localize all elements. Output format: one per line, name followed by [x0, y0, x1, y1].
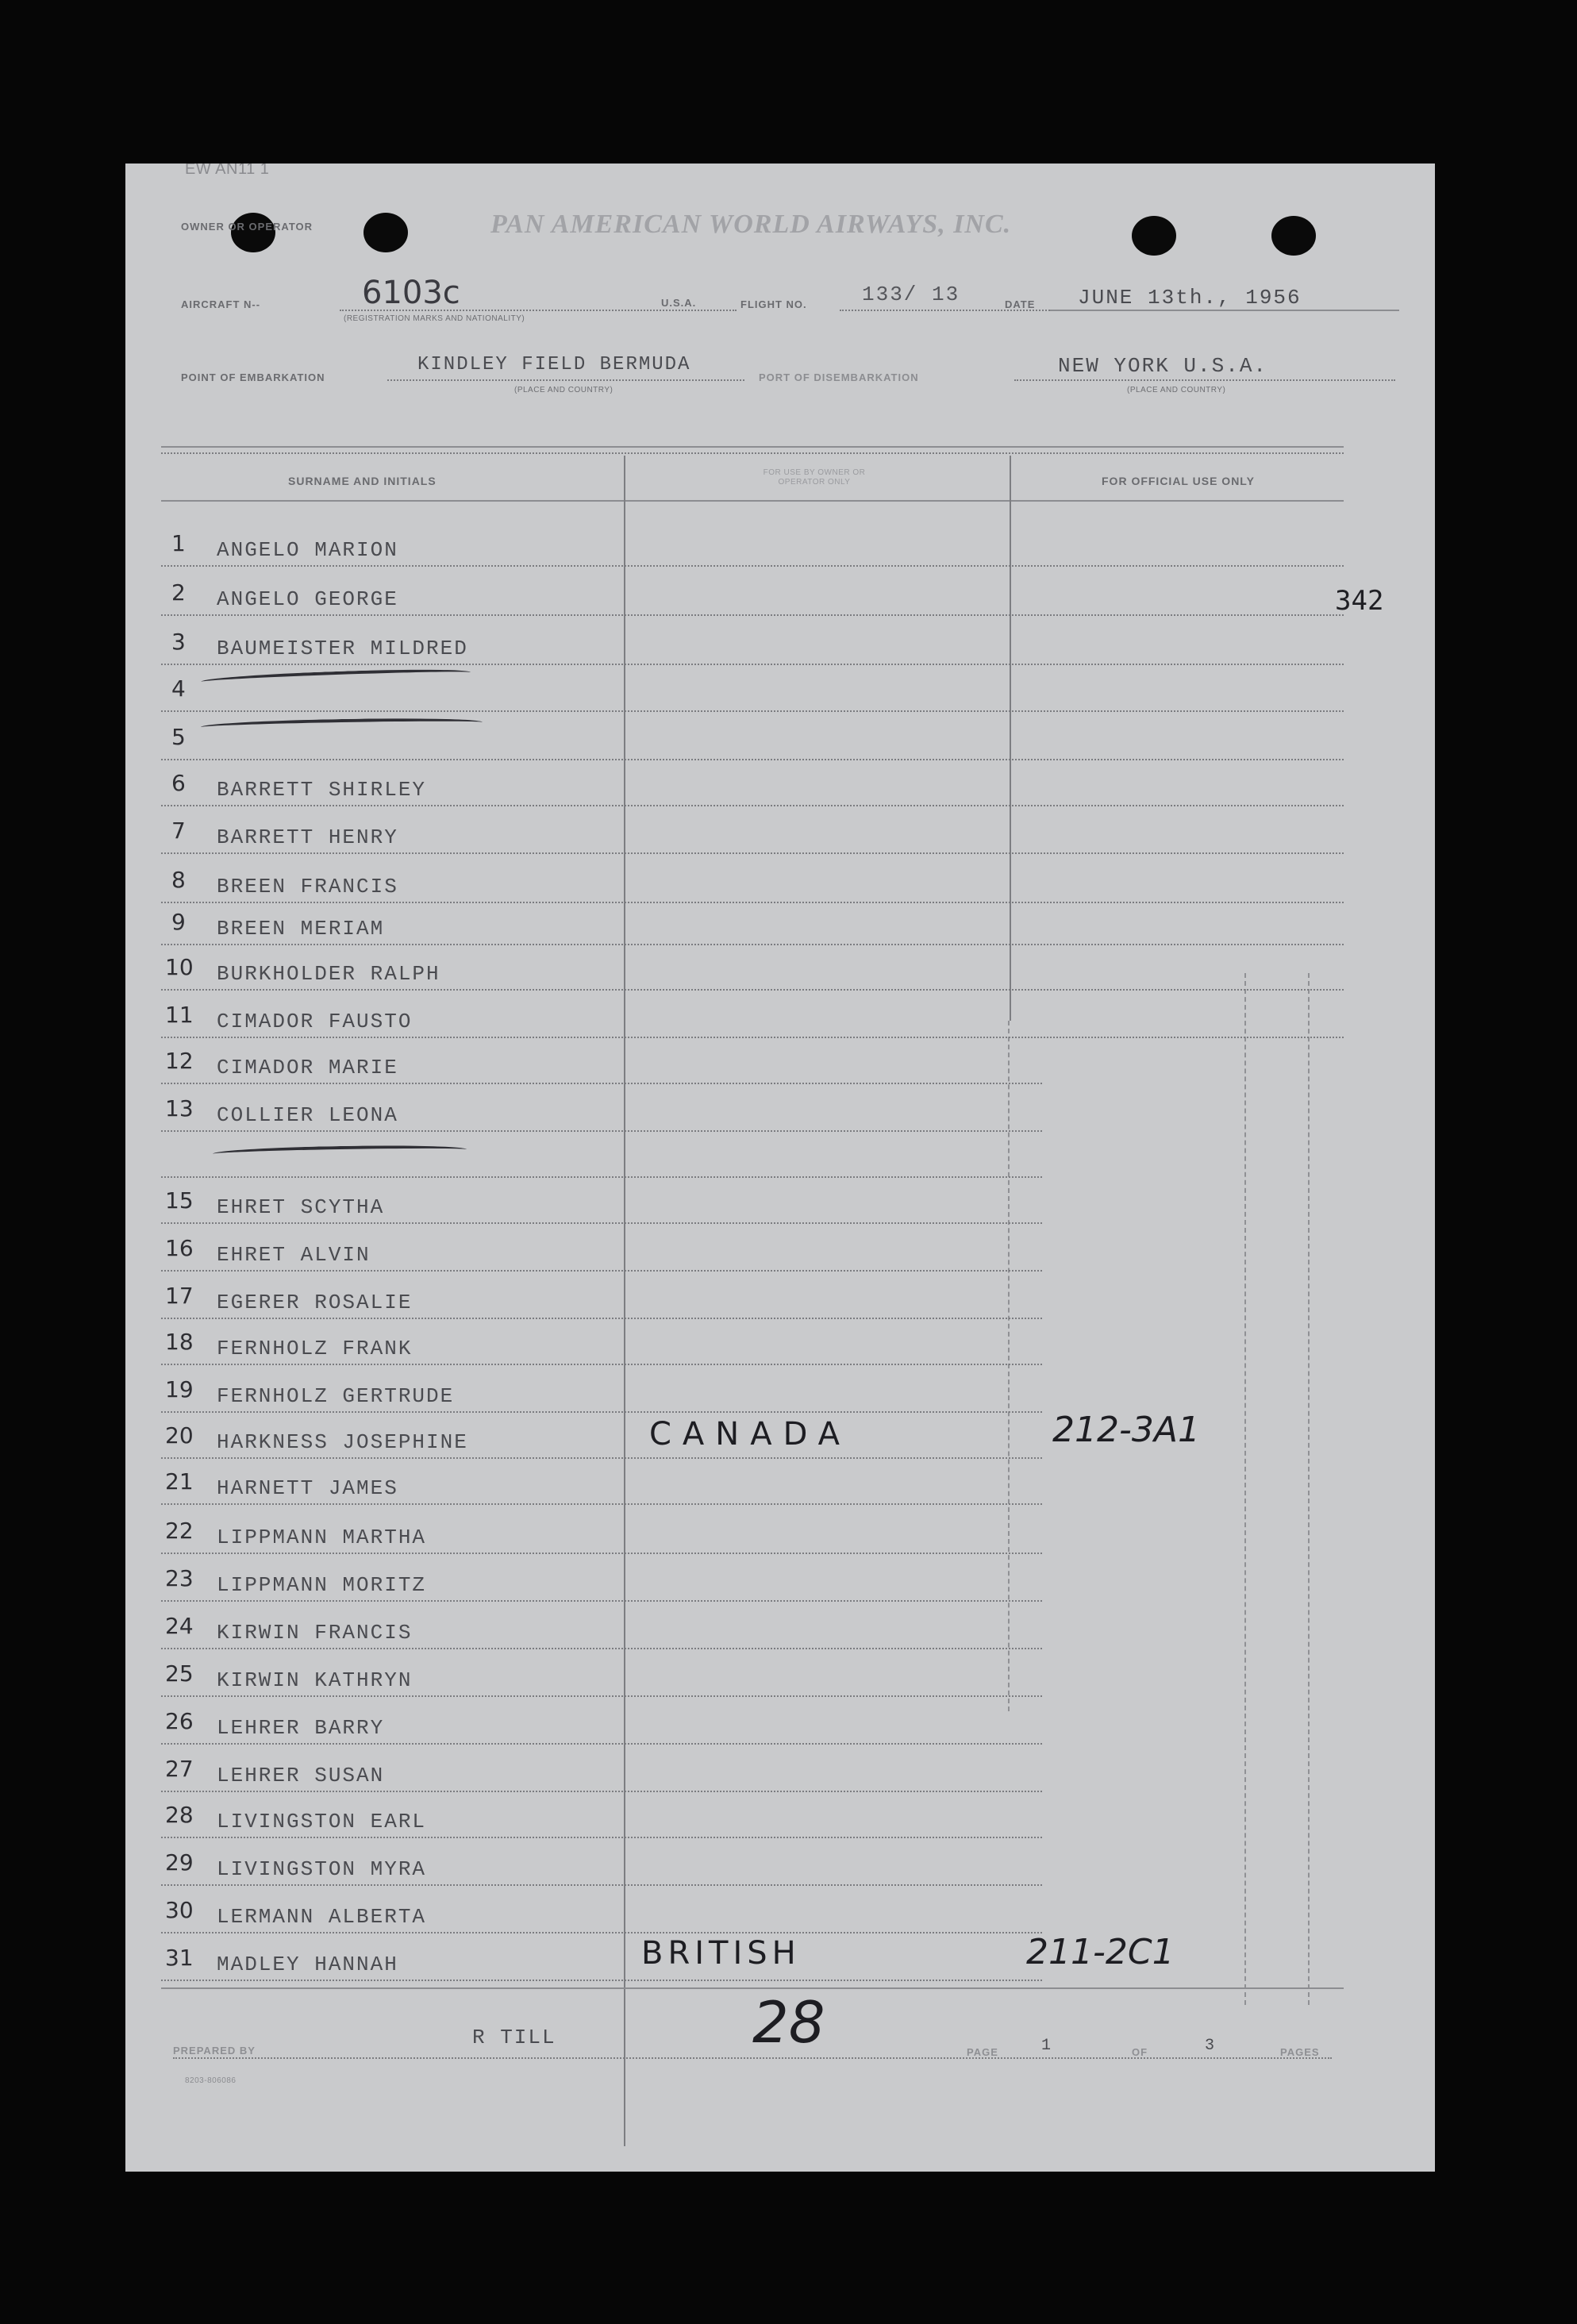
passenger-name: COLLIER LEONA: [217, 1103, 398, 1127]
passenger-name: LEHRER BARRY: [217, 1716, 385, 1740]
passenger-name: BREEN MERIAM: [217, 917, 385, 941]
usa-label: U.S.A.: [661, 297, 697, 309]
page-label: PAGE: [967, 2046, 998, 2058]
of-label: OF: [1132, 2046, 1148, 2058]
passenger-name: KIRWIN FRANCIS: [217, 1621, 413, 1645]
row-number: 1: [171, 530, 186, 556]
row-number: 16: [165, 1235, 194, 1261]
page-number: 1: [1041, 2037, 1053, 2055]
row-number: 21: [165, 1468, 194, 1495]
col-divider-4-faint: [1308, 973, 1310, 2005]
row-number: 6: [171, 770, 186, 796]
row-number: 26: [165, 1708, 194, 1734]
punch-hole-2: [363, 213, 408, 252]
row-number: 13: [165, 1095, 194, 1122]
embarkation-place-label: (PLACE AND COUNTRY): [514, 386, 613, 394]
row-rule: [161, 1695, 1042, 1697]
col-divider-3-faint: [1244, 973, 1246, 2005]
row-number: 20: [165, 1422, 194, 1449]
passenger-name: ANGELO MARION: [217, 538, 398, 562]
row31-code: 211-2C1: [1026, 1932, 1175, 1972]
row-rule: [161, 1222, 1042, 1224]
passenger-name: LIPPMANN MORITZ: [217, 1573, 427, 1597]
strike-row-14: [213, 1144, 467, 1160]
row-number: 15: [165, 1187, 194, 1214]
date-underline: [1050, 310, 1399, 311]
disembarkation-place: NEW YORK U.S.A.: [1058, 354, 1268, 378]
aircraft-label: AIRCRAFT N--: [181, 298, 261, 310]
passenger-name: EGERER ROSALIE: [217, 1291, 413, 1314]
footer-underline: [173, 2057, 1332, 2059]
row-rule: [161, 1648, 1042, 1649]
pages-label: PAGES: [1280, 2046, 1320, 2058]
passenger-name: FERNHOLZ GERTRUDE: [217, 1384, 455, 1408]
aircraft-underline: [340, 310, 737, 311]
row20-code: 212-3A1: [1052, 1410, 1200, 1450]
strike-row-4: [201, 667, 471, 687]
passenger-name: LEHRER SUSAN: [217, 1764, 385, 1787]
row-rule: [161, 1837, 1042, 1838]
row-number: 5: [171, 724, 186, 750]
embarkation-underline: [387, 379, 744, 381]
table-header-bottom: [161, 500, 1344, 502]
passenger-name: LIVINGSTON MYRA: [217, 1857, 427, 1881]
row-number: 28: [165, 1802, 194, 1828]
row-rule: [161, 1130, 1042, 1132]
disembarkation-place-label: (PLACE AND COUNTRY): [1127, 386, 1226, 394]
row-rule: [161, 1980, 1042, 1981]
row-number: 11: [165, 1002, 194, 1028]
passenger-name: HARKNESS JOSEPHINE: [217, 1430, 468, 1454]
row-rule: [161, 1932, 1042, 1933]
passenger-name: BREEN FRANCIS: [217, 875, 398, 898]
row-number: 19: [165, 1376, 194, 1402]
row-number: 10: [165, 954, 194, 980]
passenger-name: LIVINGSTON EARL: [217, 1810, 427, 1833]
row31-nationality: BRITISH: [641, 1935, 801, 1972]
row-number: 2: [171, 579, 186, 606]
row-number: 7: [171, 818, 186, 844]
embarkation-label: POINT OF EMBARKATION: [181, 371, 325, 383]
registration-label: (REGISTRATION MARKS AND NATIONALITY): [344, 314, 525, 323]
row-rule: [161, 1411, 1042, 1413]
page-total: 3: [1205, 2037, 1217, 2055]
row-rule: [161, 1083, 1042, 1084]
aircraft-number: 6103c: [362, 275, 460, 311]
row-number: 29: [165, 1849, 194, 1876]
col-divider-2: [1010, 456, 1011, 1021]
row-number: 25: [165, 1660, 194, 1687]
prepared-label: PREPARED BY: [173, 2045, 256, 2057]
punch-hole-4: [1271, 216, 1316, 256]
col-header-surname: SURNAME AND INITIALS: [288, 475, 437, 487]
row-rule: [161, 1270, 1042, 1272]
row-rule: [161, 1318, 1042, 1319]
manifest-sheet: [125, 164, 1435, 2172]
flight-date: JUNE 13th., 1956: [1078, 286, 1302, 310]
disembarkation-label: PORT OF DISEMBARKATION: [759, 371, 919, 383]
owner-name: PAN AMERICAN WORLD AIRWAYS, INC.: [490, 210, 1012, 239]
row-number: 24: [165, 1613, 194, 1639]
passenger-name: EHRET SCYTHA: [217, 1195, 385, 1219]
row-rule: [161, 1503, 1042, 1505]
passenger-name: BARRETT SHIRLEY: [217, 778, 427, 802]
margin-number: 342: [1335, 585, 1384, 617]
row-number: 9: [171, 909, 186, 935]
row20-nationality: CANADA: [649, 1416, 852, 1452]
top-fragment: EW AN11 1: [185, 164, 270, 178]
row-number: 22: [165, 1518, 194, 1544]
row-rule: [161, 852, 1344, 854]
row-rule: [161, 614, 1344, 616]
row-rule: [161, 902, 1344, 903]
row-rule: [161, 805, 1344, 806]
flight-number: 133/ 13: [862, 283, 960, 306]
row-rule: [161, 1037, 1344, 1038]
passenger-name: FERNHOLZ FRANK: [217, 1337, 413, 1360]
row-number: 30: [165, 1897, 194, 1923]
row-number: 17: [165, 1283, 194, 1309]
row-number: 12: [165, 1048, 194, 1074]
col-divider-1: [624, 456, 625, 2146]
passenger-name: HARNETT JAMES: [217, 1476, 398, 1500]
row-rule: [161, 565, 1344, 567]
row-rule: [161, 1364, 1042, 1365]
passenger-name: BAUMEISTER MILDRED: [217, 637, 468, 660]
col-header-official-use: FOR OFFICIAL USE ONLY: [1102, 475, 1255, 487]
prepared-by: R TILL: [472, 2026, 556, 2049]
row-rule: [161, 944, 1344, 945]
passenger-name: LIPPMANN MARTHA: [217, 1526, 427, 1549]
passenger-name: LERMANN ALBERTA: [217, 1905, 427, 1929]
col-divider-2-faint: [1008, 1021, 1010, 1711]
owner-label: OWNER OR OPERATOR: [181, 221, 313, 233]
flight-label: FLIGHT NO.: [740, 298, 807, 310]
passenger-name: BARRETT HENRY: [217, 825, 398, 849]
form-code: 8203-806086: [185, 2076, 237, 2085]
row-rule: [161, 1176, 1042, 1178]
row-rule: [161, 1600, 1042, 1602]
embarkation-place: KINDLEY FIELD BERMUDA: [417, 354, 691, 375]
row-rule: [161, 759, 1344, 760]
disembarkation-underline: [1014, 379, 1395, 381]
row-number: 18: [165, 1329, 194, 1355]
strike-row-5: [201, 717, 483, 733]
row-rule: [161, 1884, 1042, 1886]
row-rule: [161, 664, 1344, 665]
row-rule: [161, 1553, 1042, 1554]
row-rule: [161, 1743, 1042, 1745]
passenger-name: CIMADOR MARIE: [217, 1056, 398, 1079]
date-label: DATE: [1005, 298, 1036, 310]
passenger-total: 28: [752, 1989, 825, 2056]
row-number: 23: [165, 1565, 194, 1591]
row-rule: [161, 710, 1344, 712]
table-top-rule-2: [161, 452, 1344, 454]
passenger-name: ANGELO GEORGE: [217, 587, 398, 611]
punch-hole-3: [1132, 216, 1176, 256]
passenger-name: KIRWIN KATHRYN: [217, 1668, 413, 1692]
col-header-owner-use: FOR USE BY OWNER OR OPERATOR ONLY: [763, 468, 866, 487]
passenger-name: CIMADOR FAUSTO: [217, 1010, 413, 1033]
row-number: 4: [171, 675, 186, 702]
table-top-rule-1: [161, 446, 1344, 448]
punch-hole-1: [231, 213, 275, 252]
row-number: 31: [165, 1945, 194, 1971]
row-number: 27: [165, 1756, 194, 1782]
row-rule: [161, 989, 1344, 991]
row-number: 3: [171, 629, 186, 655]
passenger-name: EHRET ALVIN: [217, 1243, 371, 1267]
passenger-name: BURKHOLDER RALPH: [217, 962, 440, 986]
row-rule: [161, 1791, 1042, 1792]
row-rule: [161, 1457, 1042, 1459]
row-number: 8: [171, 867, 186, 893]
passenger-name: MADLEY HANNAH: [217, 1953, 398, 1976]
